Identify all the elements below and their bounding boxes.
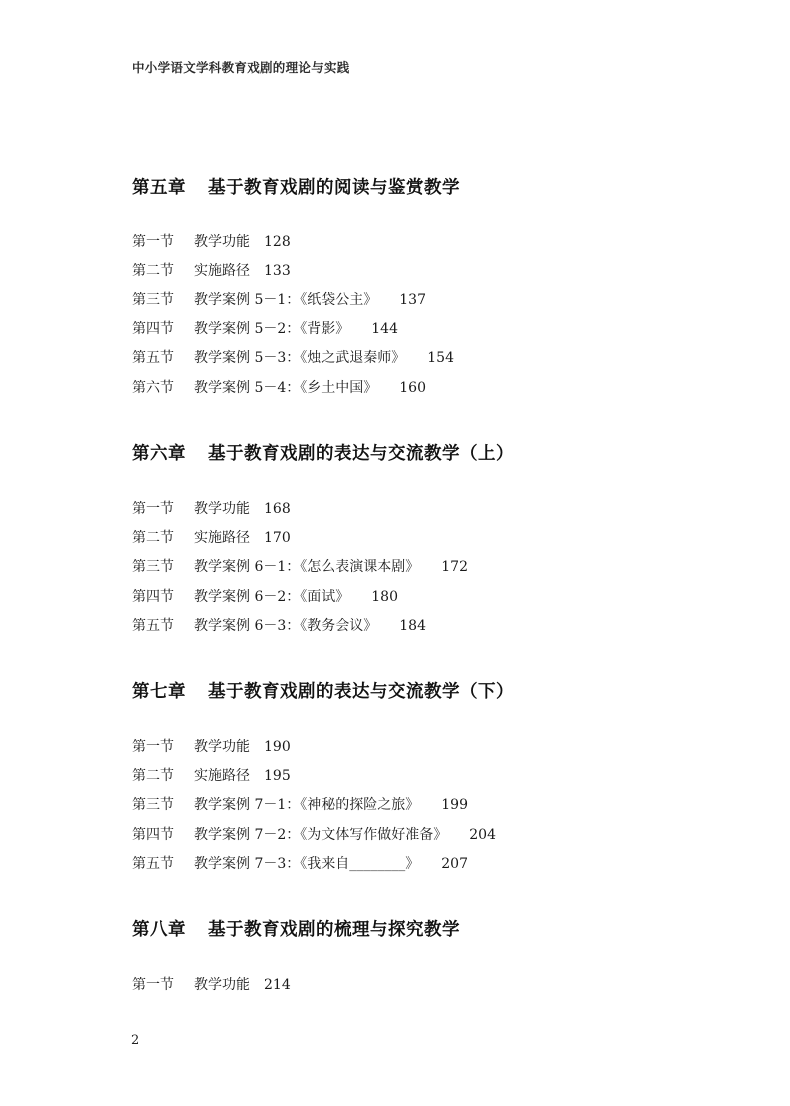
toc-entry	[132, 738, 291, 756]
toc-entry	[132, 349, 454, 367]
section-title: 教学案例 7－2：《为文体写作做好准备》	[194, 827, 448, 843]
section-title: 实施路径	[194, 768, 250, 784]
chapter-number: 第五章	[132, 178, 186, 198]
chapter-number: 第七章	[132, 682, 186, 702]
chapter-number: 第六章	[132, 444, 186, 464]
section-page: 207	[441, 856, 468, 872]
chapter-number: 第八章	[132, 920, 186, 940]
toc-entry	[132, 233, 291, 251]
section-page: 170	[264, 530, 291, 546]
section-title: 教学案例 7－1：《神秘的探险之旅》	[194, 797, 420, 813]
section-title: 实施路径	[194, 530, 250, 546]
section-number: 第四节	[132, 827, 174, 843]
chapter-heading	[132, 678, 514, 703]
section-number: 第五节	[132, 618, 174, 634]
section-number: 第四节	[132, 589, 174, 605]
section-title: 教学案例 5－4：《乡土中国》	[194, 380, 378, 396]
chapter-heading	[132, 916, 460, 941]
toc-entry	[132, 262, 291, 280]
chapter-heading	[132, 174, 460, 199]
section-title: 教学案例 5－1：《纸袋公主》	[194, 292, 378, 308]
section-number: 第一节	[132, 501, 174, 517]
toc-entry	[132, 529, 291, 547]
section-page: 172	[441, 559, 468, 575]
section-title: 教学案例 6－1：《怎么表演课本剧》	[194, 559, 420, 575]
section-page: 180	[371, 589, 398, 605]
toc-entry	[132, 291, 426, 309]
section-number: 第五节	[132, 350, 174, 366]
toc-entry	[132, 379, 426, 397]
section-page: 133	[264, 263, 291, 279]
section-number: 第三节	[132, 797, 174, 813]
section-number: 第五节	[132, 856, 174, 872]
chapter-heading	[132, 440, 514, 465]
toc-entry	[132, 588, 398, 606]
chapter-title: 基于教育戏剧的阅读与鉴赏教学	[208, 178, 460, 198]
section-number: 第一节	[132, 977, 174, 993]
toc-entry	[132, 855, 468, 873]
toc-entry	[132, 767, 291, 785]
toc-entry	[132, 826, 496, 844]
section-page: 190	[264, 739, 291, 755]
toc-entry	[132, 617, 426, 635]
section-page: 144	[371, 321, 398, 337]
section-number: 第二节	[132, 768, 174, 784]
toc-entry	[132, 500, 291, 518]
toc-entry	[132, 976, 291, 994]
section-title: 教学功能	[194, 977, 250, 993]
section-title: 教学功能	[194, 739, 250, 755]
running-header: 中小学语文学科教育戏剧的理论与实践	[132, 60, 350, 75]
section-title: 实施路径	[194, 263, 250, 279]
section-title: 教学案例 6－3：《教务会议》	[194, 618, 378, 634]
section-page: 204	[469, 827, 496, 843]
section-page: 168	[264, 501, 291, 517]
section-page: 214	[264, 977, 291, 993]
section-page: 199	[441, 797, 468, 813]
section-page: 195	[264, 768, 291, 784]
section-title: 教学案例 5－3：《烛之武退秦师》	[194, 350, 406, 366]
section-number: 第二节	[132, 263, 174, 279]
section-number: 第六节	[132, 380, 174, 396]
section-title: 教学案例 7－3：《我来自________》	[194, 856, 420, 872]
section-number: 第三节	[132, 559, 174, 575]
chapter-title: 基于教育戏剧的梳理与探究教学	[208, 920, 460, 940]
section-page: 160	[399, 380, 426, 396]
section-title: 教学案例 5－2：《背影》	[194, 321, 350, 337]
section-number: 第四节	[132, 321, 174, 337]
section-page: 184	[399, 618, 426, 634]
section-page: 137	[399, 292, 426, 308]
toc-entry	[132, 558, 468, 576]
section-number: 第一节	[132, 739, 174, 755]
page-number: 2	[131, 1033, 140, 1048]
toc-entry	[132, 796, 468, 814]
section-number: 第三节	[132, 292, 174, 308]
section-number: 第二节	[132, 530, 174, 546]
section-title: 教学功能	[194, 234, 250, 250]
toc-entry	[132, 320, 398, 338]
section-number: 第一节	[132, 234, 174, 250]
chapter-title: 基于教育戏剧的表达与交流教学（上）	[208, 444, 514, 464]
section-title: 教学案例 6－2：《面试》	[194, 589, 350, 605]
section-page: 128	[264, 234, 291, 250]
chapter-title: 基于教育戏剧的表达与交流教学（下）	[208, 682, 514, 702]
section-page: 154	[427, 350, 454, 366]
section-title: 教学功能	[194, 501, 250, 517]
